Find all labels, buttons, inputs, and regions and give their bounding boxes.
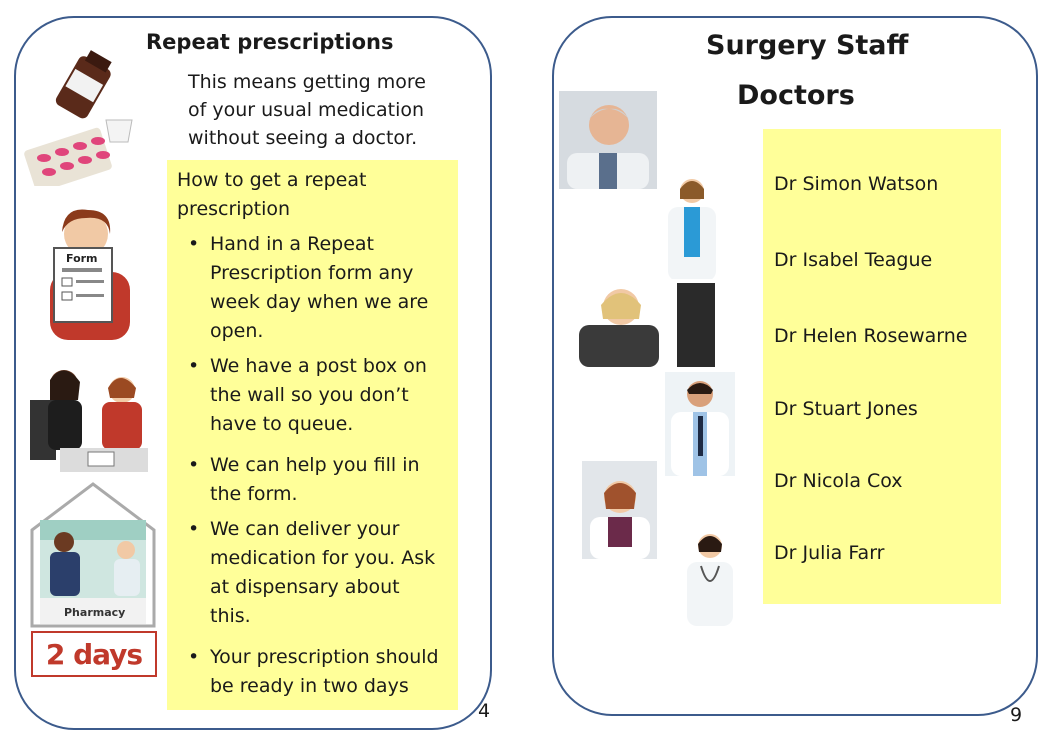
intro-line-1: This means getting more <box>188 71 426 93</box>
bullet-item <box>188 643 439 701</box>
bullet-line: the form. <box>210 483 298 505</box>
bullet-line: Prescription form any <box>210 262 414 284</box>
box-heading-line-2: prescription <box>177 198 291 220</box>
bullet-dot-icon: • <box>188 233 200 255</box>
bullet-item <box>188 352 427 439</box>
doctor-photo <box>662 173 722 281</box>
two-days-text: 2 days <box>45 637 143 671</box>
doctors-list-box <box>763 129 1001 604</box>
bullet-line: open. <box>210 320 264 342</box>
pharmacy-image <box>28 480 158 628</box>
doctor-name: Dr Helen Rosewarne <box>774 325 968 347</box>
doctor-name: Dr Nicola Cox <box>774 470 903 492</box>
bullet-line: Hand in a Repeat <box>210 233 374 255</box>
bullet-line: the wall so you don’t <box>210 384 409 406</box>
page-number-left: 4 <box>478 700 491 722</box>
pharmacy-label: Pharmacy <box>64 606 126 619</box>
page-number-right: 9 <box>1010 704 1023 726</box>
doctor-name: Dr Isabel Teague <box>774 249 933 271</box>
bullet-line: We have a post box on <box>210 355 427 377</box>
bullet-line: be ready in two days <box>210 675 409 697</box>
doctor-name: Dr Julia Farr <box>774 542 885 564</box>
doctor-photo <box>681 526 739 626</box>
intro-line-2: of your usual medication <box>188 99 425 121</box>
bullet-dot-icon: • <box>188 355 200 377</box>
intro-line-3: without seeing a doctor. <box>188 127 418 149</box>
bullet-dot-icon: • <box>188 646 200 668</box>
box-heading-line-1: How to get a repeat <box>177 169 367 191</box>
bullet-line: Your prescription should <box>210 646 439 668</box>
repeat-prescriptions-title: Repeat prescriptions <box>146 30 394 54</box>
bullet-item <box>188 451 420 509</box>
doctor-name: Dr Simon Watson <box>774 173 939 195</box>
medicine-bottle-pills-image <box>24 50 136 186</box>
bullet-item <box>188 230 429 346</box>
form-label: Form <box>66 252 98 265</box>
two-days-label <box>31 631 157 677</box>
two-women-talking-image <box>30 360 148 472</box>
bullet-item <box>188 515 436 631</box>
doctors-subtitle: Doctors <box>737 80 855 111</box>
bullet-line: have to queue. <box>210 413 354 435</box>
doctor-photo <box>559 279 715 367</box>
bullet-line: We can help you fill in <box>210 454 420 476</box>
surgery-staff-title: Surgery Staff <box>706 30 909 61</box>
doctor-name: Dr Stuart Jones <box>774 398 918 420</box>
bullet-line: medication for you. Ask <box>210 547 436 569</box>
doctor-photo <box>559 91 657 189</box>
bullet-line: week day when we are <box>210 291 429 313</box>
bullet-dot-icon: • <box>188 518 200 540</box>
bullet-dot-icon: • <box>188 454 200 476</box>
bullet-line: We can deliver your <box>210 518 400 540</box>
bullet-line: this. <box>210 605 251 627</box>
woman-holding-form-image <box>40 202 138 340</box>
bullet-line: at dispensary about <box>210 576 400 598</box>
doctor-photo <box>665 372 735 476</box>
doctor-photo <box>582 461 657 559</box>
